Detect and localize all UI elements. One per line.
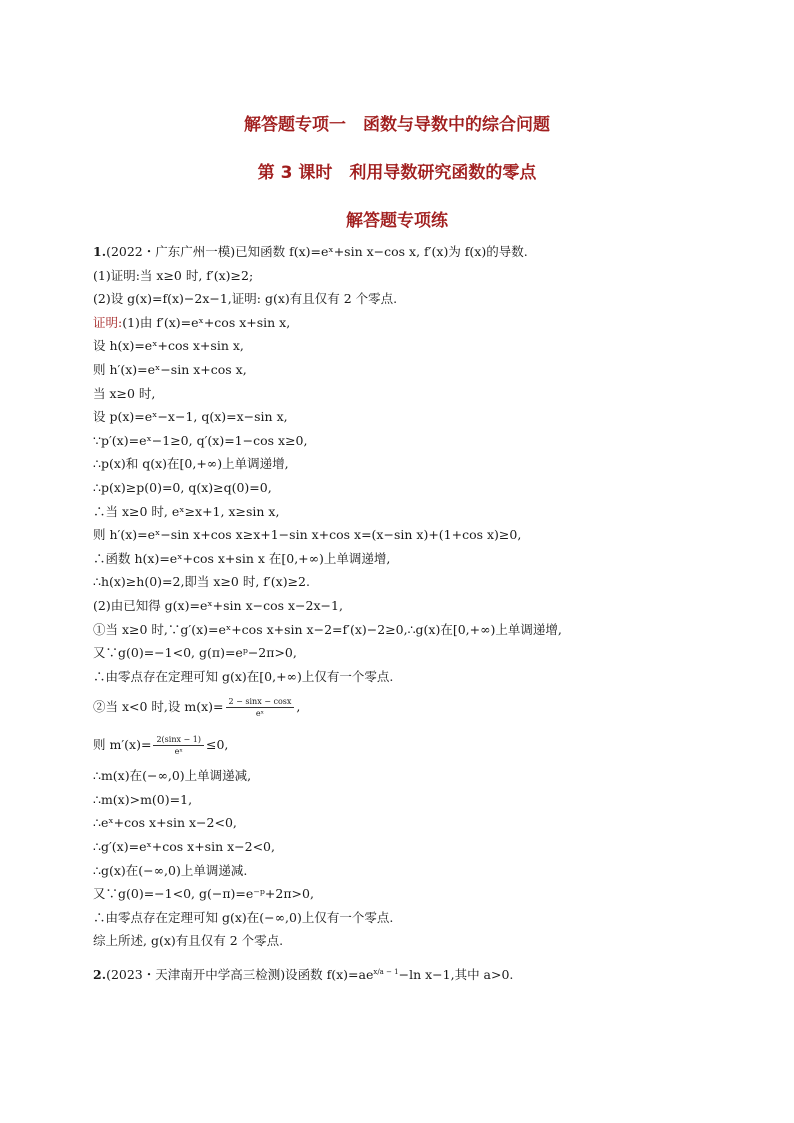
proof-line: ∴g(x)在(−∞,0)上单调递减. — [93, 862, 248, 878]
m-der-prefix: 则 m′(x)= — [93, 737, 152, 753]
proof-line: ∴当 x≥0 时, eˣ≥x+1, x≥sin x, — [93, 503, 280, 519]
proof-line: 又∵g(0)=−1<0, g(−π)=e⁻ᵖ+2π>0, — [93, 886, 314, 902]
exponent: x/a − 1 — [373, 968, 399, 977]
proof-line: ∵p′(x)=eˣ−1≥0, q′(x)=1−cos x≥0, — [93, 432, 308, 448]
proof-line: ∴m(x)>m(0)=1, — [93, 791, 193, 807]
section-title: 解答题专项练 — [346, 211, 448, 231]
proof-line: 当 x≥0 时, — [93, 385, 156, 401]
proof-label: 证明: — [93, 314, 123, 330]
proof-line: ①当 x≥0 时,∵g′(x)=eˣ+cos x+sin x−2=f′(x)−2≥0,∴g(x)在[0,+∞)上单调递增, — [93, 621, 562, 637]
m-def-prefix: ②当 x<0 时,设 m(x)= — [93, 699, 224, 715]
proof-line: 综上所述, g(x)有且仅有 2 个零点. — [93, 933, 284, 949]
fraction-denominator: eˣ — [174, 747, 183, 757]
proof-line: ∴g′(x)=eˣ+cos x+sin x−2<0, — [93, 839, 275, 855]
problem-part-1: (1)证明:当 x≥0 时, f′(x)≥2; — [93, 267, 254, 283]
proof-line: ∴eˣ+cos x+sin x−2<0, — [93, 815, 237, 831]
proof-part-a — [93, 334, 733, 688]
problem-2-stem-prefix: 设函数 f(x)=ae — [285, 967, 374, 983]
fraction-numerator: 2(sinx − 1) — [153, 734, 204, 746]
problem-1-stem — [93, 240, 733, 264]
proof-line: 则 h′(x)=eˣ−sin x+cos x≥x+1−sin x+cos x=(x−sin x)+(1+cos x)≥0, — [93, 527, 522, 543]
proof-line: 则 h′(x)=eˣ−sin x+cos x, — [93, 361, 247, 377]
proof-line: (2)由已知得 g(x)=eˣ+sin x−cos x−2x−1, — [93, 597, 343, 613]
m-def-suffix: , — [296, 699, 301, 715]
problem-source: (2023・天津南开中学高三检测) — [106, 967, 286, 983]
proof-line: ∴由零点存在定理可知 g(x)在(−∞,0)上仅有一个零点. — [93, 909, 394, 925]
problem-number: 2. — [93, 967, 107, 983]
m-def-fraction — [226, 696, 295, 719]
proof-line: ∴m(x)在(−∞,0)上单调递减, — [93, 768, 252, 784]
proof-line: 又∵g(0)=−1<0, g(π)=eᵖ−2π>0, — [93, 645, 297, 661]
m-der-suffix: ≤0, — [206, 737, 229, 753]
proof-line: ∴p(x)≥p(0)=0, q(x)≥q(0)=0, — [93, 479, 272, 495]
proof-line: ∴h(x)≥h(0)=2,即当 x≥0 时, f′(x)≥2. — [93, 574, 310, 590]
problem-2-stem — [93, 961, 733, 985]
m-derivative-line — [93, 726, 733, 764]
chapter-title: 解答题专项一 函数与导数中的综合问题 — [244, 115, 550, 135]
m-der-fraction — [153, 734, 204, 757]
problem-part-2: (2)设 g(x)=f(x)−2x−1,证明: g(x)有且仅有 2 个零点. — [93, 291, 398, 307]
m-definition-line — [93, 688, 733, 726]
proof-text: (1)由 f′(x)=eˣ+cos x+sin x, — [122, 314, 291, 330]
problem-statement: 已知函数 f(x)=eˣ+sin x−cos x, f′(x)为 f(x)的导数. — [235, 244, 528, 259]
proof-part-b — [93, 764, 733, 953]
problem-2-stem-suffix: −ln x−1,其中 a>0. — [398, 967, 514, 983]
proof-line: 设 p(x)=eˣ−x−1, q(x)=x−sin x, — [93, 409, 288, 425]
problem-number: 1. — [93, 244, 107, 259]
proof-line: ∴函数 h(x)=eˣ+cos x+sin x 在[0,+∞)上单调递增, — [93, 550, 391, 566]
lesson-title: 第 3 课时 利用导数研究函数的零点 — [257, 163, 537, 183]
proof-line: ∴p(x)和 q(x)在[0,+∞)上单调递增, — [93, 456, 289, 472]
proof-line: ∴由零点存在定理可知 g(x)在[0,+∞)上仅有一个零点. — [93, 668, 394, 684]
proof-line: 设 h(x)=eˣ+cos x+sin x, — [93, 338, 244, 354]
fraction-numerator: 2 − sinx − cosx — [226, 696, 295, 708]
fraction-denominator: eˣ — [255, 709, 265, 719]
problem-source: (2022・广东广州一模) — [106, 244, 236, 259]
proof-first-line — [93, 311, 733, 335]
problem-1 — [93, 240, 733, 985]
